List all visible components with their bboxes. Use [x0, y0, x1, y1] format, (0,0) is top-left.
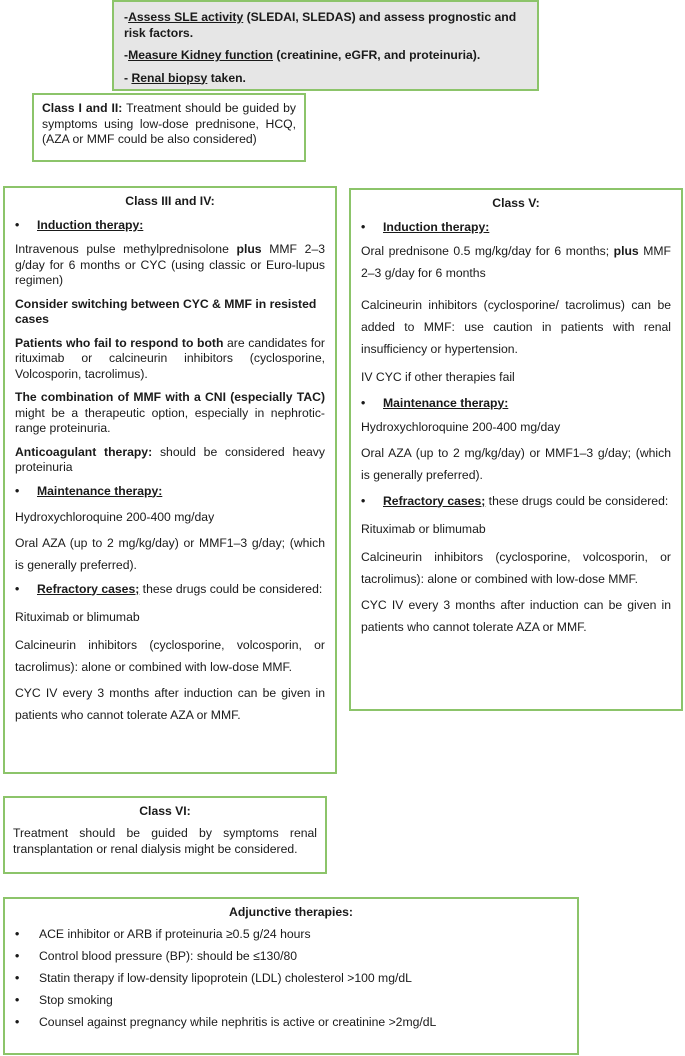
maintenance-hcq-text: Hydroxychloroquine 200-400 mg/day — [15, 509, 215, 524]
refractory-cyc-text: CYC IV every 3 months after induction can be given in patients who cannot tolerate AZA or MMF. — [15, 685, 325, 722]
refractory-rituximab-text: Rituximab or blimumab — [15, 609, 140, 624]
class-1-2-title: Class I and II: — [42, 101, 123, 115]
list-item: • Stop smoking — [15, 993, 113, 1007]
induction-text: Intravenous pulse methylprednisolone plus MMF 2–3 g/day for 6 months or CYC (using classic or Euro-lupus regimen) — [15, 242, 325, 287]
refractory-heading-row: • Refractory cases; these drugs could be considered: — [361, 493, 669, 508]
maintenance-hcq-text: Hydroxychloroquine 200-400 mg/day — [361, 419, 561, 434]
anticoagulant-text: Anticoagulant therapy: should be considered heavy proteinuria — [15, 444, 325, 474]
refractory-rituximab-text: Rituximab or blimumab — [361, 521, 486, 536]
measure-kidney-line: -Measure Kidney function (creatinine, eGFR, and proteinuria). — [124, 48, 481, 62]
bullet-icon: • — [15, 971, 20, 985]
bullet-icon: • — [15, 218, 20, 232]
maintenance-aza-text: Oral AZA (up to 2 mg/kg/day) or MMF1–3 g/day; (which is generally preferred). — [15, 535, 325, 572]
renal-biopsy-label: Renal biopsy — [131, 70, 208, 85]
class-1-2-text: Class I and II: Treatment should be guided by symptoms using low-dose prednisone, HCQ, (AZA or MMF could be also considered) — [42, 101, 296, 146]
bullet-icon: • — [361, 493, 366, 508]
maintenance-aza-text: Oral AZA (up to 2 mg/kg/day) or MMF1–3 g/day; (which is generally preferred). — [361, 445, 671, 482]
renal-biopsy-line: - Renal biopsy taken. — [124, 70, 246, 85]
assess-sle-line: -Assess SLE activity (SLEDAI, SLEDAS) and assess prognostic and risk factors. — [124, 10, 517, 40]
class-5-title: Class V: — [492, 196, 540, 210]
adjunctive-therapies-box — [3, 897, 579, 1055]
class-3-4-title: Class III and IV: — [125, 194, 215, 208]
induction-heading-row — [15, 218, 325, 232]
list-item: • Counsel against pregnancy while nephritis is active or creatinine >2mg/dL — [15, 1015, 437, 1029]
bullet-icon: • — [15, 949, 20, 963]
refractory-heading-row: • Refractory cases; these drugs could be considered: — [15, 581, 323, 596]
bullet-icon: • — [15, 1015, 20, 1029]
induction-heading: Induction therapy: — [383, 220, 490, 234]
class-3-4-box — [3, 186, 337, 774]
bullet-icon: • — [15, 581, 20, 596]
induction-heading: Induction therapy: — [37, 218, 144, 232]
cni-text: Calcineurin inhibitors (cyclosporine/ tacrolimus) can be added to MMF: use caution in patients with renal insufficiency or hypertension. — [361, 298, 671, 356]
adjunctive-title: Adjunctive therapies: — [229, 905, 353, 919]
bullet-icon: • — [361, 395, 366, 410]
fail-text: Patients who fail to respond to both are candidates for rituximab or calcineurin inhibitors (cyclosporine, Volcosporin, tacrolimus). — [15, 335, 325, 381]
switch-text: Consider switching between CYC & MMF in resisted cases — [15, 296, 317, 326]
class-5-box — [349, 188, 683, 711]
assess-sle-activity-label: Assess SLE activity — [128, 10, 244, 24]
class-6-box — [3, 796, 327, 874]
class-6-title: Class VI: — [139, 804, 191, 818]
list-item: • Statin therapy if low-density lipoprotein (LDL) cholesterol >100 mg/dL — [15, 971, 412, 985]
bullet-icon: • — [15, 927, 20, 941]
refractory-heading: Refractory cases; — [383, 493, 486, 508]
refractory-cyc-text: CYC IV every 3 months after induction can be given in patients who cannot tolerate AZA or MMF. — [361, 597, 671, 634]
bullet-icon: • — [15, 483, 20, 498]
list-item: • Control blood pressure (BP): should be ≤130/80 — [15, 949, 298, 963]
refractory-heading: Refractory cases; — [37, 581, 140, 596]
induction-heading-row — [361, 220, 671, 234]
iv-cyc-text: IV CYC if other therapies fail — [361, 370, 515, 384]
refractory-cni-text: Calcineurin inhibitors (cyclosporine, volcosporin, or tacrolimus): alone or combined with low-dose MMF. — [15, 637, 325, 674]
maintenance-heading-row — [361, 396, 671, 410]
class-1-2-box — [32, 93, 306, 162]
class-6-text: Treatment should be guided by symptoms renal transplantation or renal dialysis might be considered. — [13, 826, 317, 856]
refractory-cni-text: Calcineurin inhibitors (cyclosporine, volcosporin, or tacrolimus): alone or combined with low-dose MMF. — [361, 549, 671, 586]
combination-text: The combination of MMF with a CNI (especially TAC) might be a therapeutic option, especially in nephrotic-range proteinuria. — [15, 390, 325, 435]
list-item: • ACE inhibitor or ARB if proteinuria ≥0.5 g/24 hours — [15, 927, 311, 941]
bullet-icon: • — [15, 993, 20, 1007]
maintenance-heading: Maintenance therapy: — [37, 483, 163, 498]
assessment-box — [112, 0, 539, 91]
maintenance-heading-row — [15, 484, 325, 498]
induction-text: Oral prednisone 0.5 mg/kg/day for 6 months; plus MMF 2–3 g/day for 6 months — [361, 244, 671, 280]
measure-kidney-function-label: Measure Kidney function — [128, 48, 273, 62]
maintenance-heading: Maintenance therapy: — [383, 395, 509, 410]
bullet-icon: • — [361, 220, 366, 234]
